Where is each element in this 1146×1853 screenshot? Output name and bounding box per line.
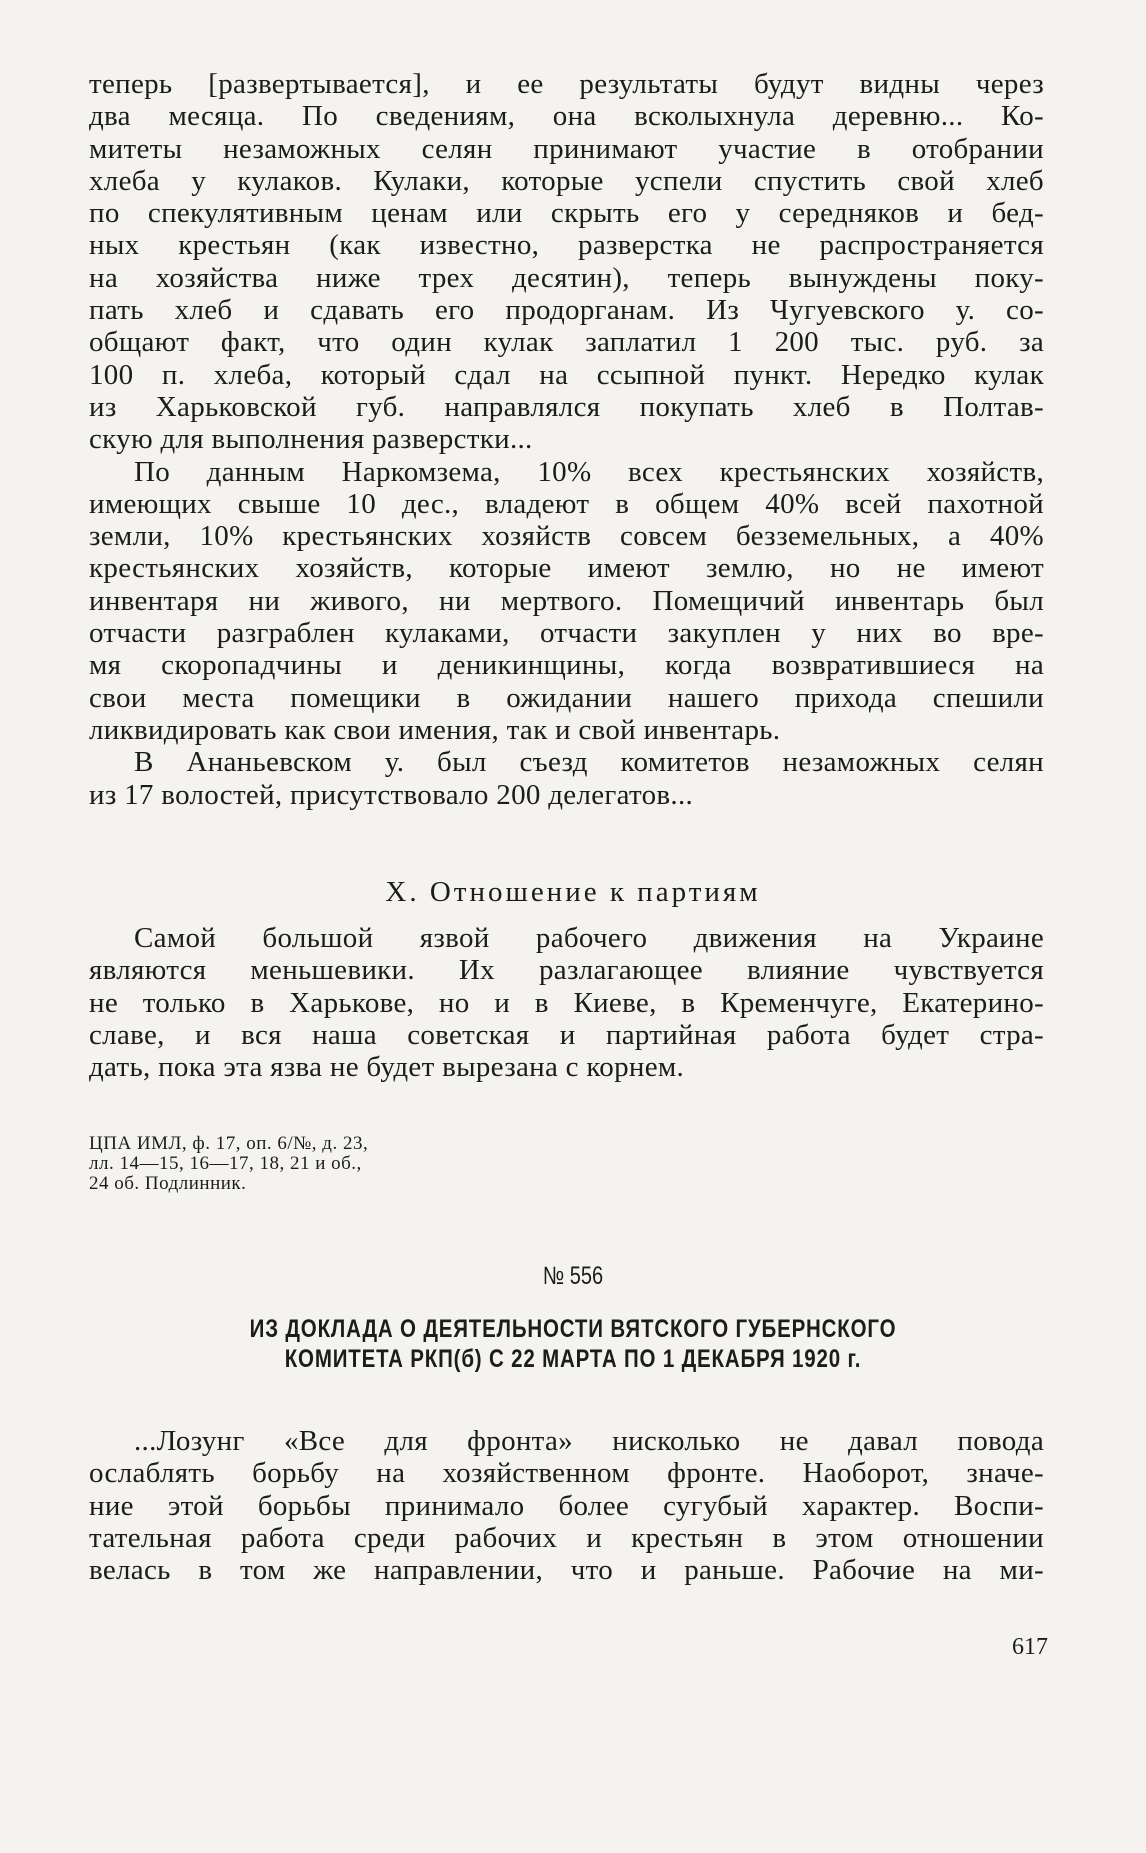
text-line: инвентаря ни живого, ни мертвого. Помещичий инвентарь был xyxy=(89,584,1044,617)
text-line: ...Лозунг «Все для фронта» нисколько не давал повода xyxy=(134,1425,1044,1457)
text-line: крестьянских хозяйств, которые имеют землю, но не имеют xyxy=(89,552,1044,585)
text-line: ликвидировать как свои имения, так и свой инвентарь. xyxy=(89,713,781,746)
text-line: хлеба у кулаков. Кулаки, которые успели спустить свой хлеб xyxy=(89,164,1044,197)
text-line: земли, 10% крестьянских хозяйств совсем безземельных, а 40% xyxy=(89,520,1044,553)
text-line: не только в Харькове, но и в Киеве, в Кременчуге, Екатерино- xyxy=(89,986,1044,1019)
text-line: В Ананьевском у. был съезд комитетов незаможных селян xyxy=(134,746,1044,779)
text-line: из 17 волостей, присутствовало 200 делегатов... xyxy=(89,778,694,811)
text-line: дать, пока эта язва не будет вырезана с корнем. xyxy=(89,1051,685,1084)
text-line: славе, и вся наша советская и партийная работа будет стра- xyxy=(89,1018,1044,1051)
page-number: 617 xyxy=(1012,1634,1048,1660)
text-line: 24 об. Подлинник. xyxy=(89,1173,247,1194)
text-line: ослаблять борьбу на хозяйственном фронте. Наоборот, значе- xyxy=(89,1457,1044,1490)
text-line: мя скоропадчины и деникинщины, когда возвратившиеся на xyxy=(89,649,1044,682)
text-line: свои места помещики в ожидании нашего прихода спешили xyxy=(89,681,1044,714)
text-line: ИЗ ДОКЛАДА О ДЕЯТЕЛЬНОСТИ ВЯТСКОГО ГУБЕРНСКОГО xyxy=(249,1315,897,1343)
text-line: тательная работа среди рабочих и крестьян в этом отношении xyxy=(89,1521,1044,1554)
paragraph-block-1 xyxy=(89,68,1044,811)
text-line: скую для выполнения разверстки... xyxy=(89,423,533,456)
text-line: отчасти разграблен кулаками, отчасти закуплен у них во вре- xyxy=(89,617,1044,650)
text-line: теперь [развертывается], и ее результаты будут видны через xyxy=(89,68,1044,100)
text-line: ных крестьян (как известно, разверстка не распространяется xyxy=(89,229,1044,262)
text-line: по спекулятивным ценам или скрыть его у середняков и бед- xyxy=(89,197,1044,230)
text-line: общают факт, что один кулак заплатил 1 200 тыс. руб. за xyxy=(89,326,1044,359)
text-line: являются меньшевики. Их разлагающее влияние чувствуется xyxy=(89,954,1044,987)
text-line: По данным Наркомзема, 10% всех крестьянских хозяйств, xyxy=(134,455,1044,488)
text-line: велась в том же направлении, что и раньше. Рабочие на ми- xyxy=(89,1554,1044,1587)
archive-citation xyxy=(89,1134,368,1194)
section-heading: X. Отношение к партиям xyxy=(385,876,761,908)
text-line: митеты незаможных селян принимают участие в отобрании xyxy=(89,132,1044,165)
paragraph-block-3 xyxy=(89,1425,1044,1586)
text-line: лл. 14—15, 16—17, 18, 21 и об., xyxy=(89,1153,362,1174)
text-line: Самой большой язвой рабочего движения на Украине xyxy=(134,922,1044,954)
text-line: ние этой борьбы принимало более сугубый характер. Воспи- xyxy=(89,1489,1044,1522)
text-line: ЦПА ИМЛ, ф. 17, оп. 6/№, д. 23, xyxy=(89,1133,369,1154)
text-line: КОМИТЕТА РКП(б) С 22 МАРТА ПО 1 ДЕКАБРЯ 1920 г. xyxy=(284,1345,862,1373)
document-number: № 556 xyxy=(542,1262,604,1290)
text-line: имеющих свыше 10 дес., владеют в общем 40% всей пахотной xyxy=(89,487,1044,520)
text-line: пать хлеб и сдавать его продорганам. Из Чугуевского у. со- xyxy=(89,294,1044,327)
text-line: 100 п. хлеба, который сдал на ссыпной пункт. Нередко кулак xyxy=(89,358,1044,391)
paragraph-block-2 xyxy=(89,922,1044,1083)
text-line: из Харьковской губ. направлялся покупать хлеб в Полтав- xyxy=(89,390,1044,423)
text-line: на хозяйства ниже трех десятин), теперь вынуждены поку- xyxy=(89,261,1044,294)
text-line: два месяца. По сведениям, она всколыхнула деревню... Ко- xyxy=(89,100,1044,133)
document-title xyxy=(103,1314,1043,1374)
